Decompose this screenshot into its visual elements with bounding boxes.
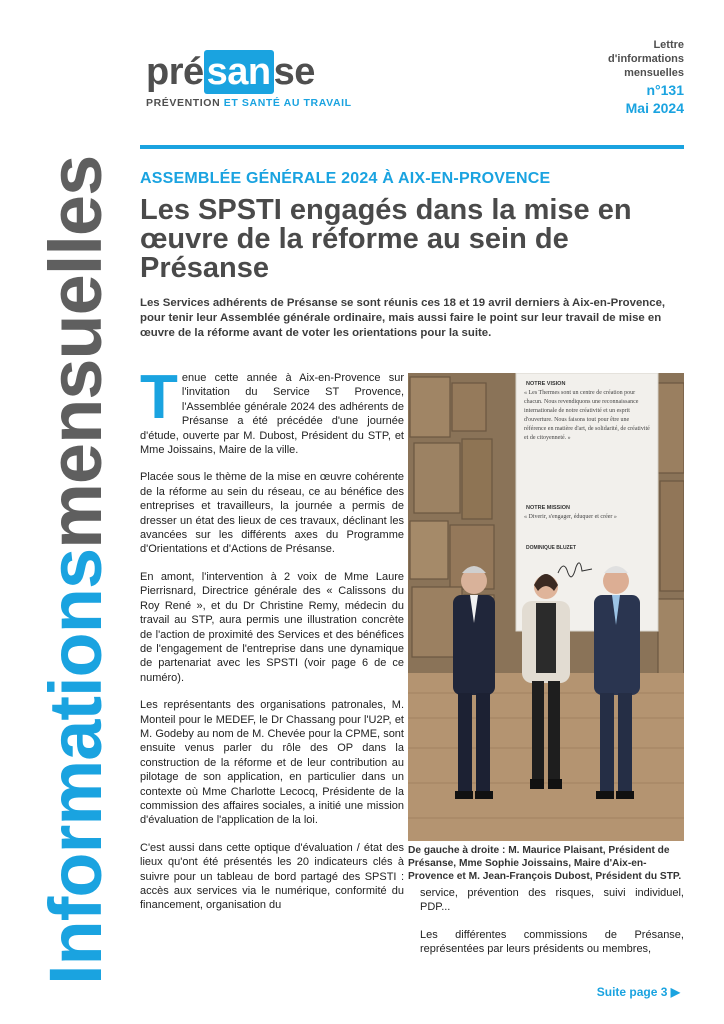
logo-tag-sante: ET SANTÉ AU TRAVAIL bbox=[223, 97, 352, 109]
issue-label-informations: d'informations bbox=[608, 53, 684, 65]
paragraph-7: Les différentes commissions de Présanse, représentées par leurs présidents ou membres, bbox=[420, 928, 684, 956]
paragraph-3: En amont, l'intervention à 2 voix de Mme Laure Pierrisnard, Directrice générale des « Calissons du Roy René », et du Dr Christine Remy, médecin du travail au STP, aura permis une illustration concrète de l'action de proximité des Services et des bénéfices de l'engagement de l'entreprise dans une dynamique de partenariat avec les SPSTI (voir page 6 de ce numéro). bbox=[140, 570, 404, 684]
logo-word-start: pré bbox=[146, 51, 204, 93]
paragraph-1 bbox=[140, 363, 404, 457]
continued-link[interactable]: Suite page 3 ▶ bbox=[596, 985, 680, 999]
article-column-right bbox=[420, 886, 684, 970]
article-title: Les SPSTI engagés dans la mise en œuvre de la réforme au sein de Présanse bbox=[140, 194, 632, 284]
issue-date: Mai 2024 bbox=[625, 100, 684, 116]
masthead-word-informations: Informations bbox=[34, 548, 117, 985]
presanse-logo bbox=[146, 42, 366, 112]
header-divider bbox=[140, 145, 684, 149]
logo-tag-prevention: PRÉVENTION bbox=[146, 97, 221, 109]
paragraph-6: service, prévention des risques, suivi individuel, PDP... bbox=[420, 887, 684, 914]
banner-heading-mission: NOTRE MISSION bbox=[526, 505, 571, 511]
banner-signature-name: DOMINIQUE BLUZET bbox=[526, 545, 576, 551]
logo-word-box: san bbox=[204, 50, 274, 94]
issue-label-lettre: Lettre bbox=[653, 39, 684, 51]
article-kicker: ASSEMBLÉE GÉNÉRALE 2024 À AIX-EN-PROVENCE bbox=[140, 170, 551, 187]
article-column-left bbox=[140, 363, 404, 926]
masthead-word-mensuelles: mensuelles bbox=[34, 155, 117, 549]
article-lead: Les Services adhérents de Présanse se sont réunis ces 18 et 19 avril derniers à Aix-en-Provence, pour tenir leur Assemblée générale ordinaire, mais aussi faire le point sur leur travail de mise en œuvre de la réforme avant de voter les orientations pour la suite. bbox=[140, 297, 666, 339]
paragraph-4: Les représentants des organisations patronales, M. Monteil pour le MEDEF, le Dr Chassang pour l'U2P, et M. Godeby au nom de M. Chevée pour la CPME, sont ensuite venus parler du rôle des OP dans la construction de la réforme et de leur contribution au pilotage de son application, en particulier dans un contexte où Mme Charlotte Lecocq, Présidente de la commission des affaires sociales, a initié une mission d'évaluation de l'application de la loi. bbox=[140, 699, 404, 827]
issue-info bbox=[544, 38, 684, 116]
photo-caption: De gauche à droite : M. Maurice Plaisant, Président de Présanse, Mme Sophie Joissains, Maire d'Aix-en-Provence et M. Jean-François Dubost, Président du STP. bbox=[408, 845, 682, 882]
paragraph-1-text: enue cette année à Aix-en-Provence sur l'invitation du Service ST Provence, l'Assemblée générale 2024 des adhérents de Présanse a été précédée d'une journée d'étude, ouverte par M. Dubost, Président du STP, et Mme Joissains, Maire de la ville. bbox=[140, 372, 404, 457]
issue-number: n°131 bbox=[646, 82, 684, 98]
issue-label-mensuelles: mensuelles bbox=[624, 67, 684, 79]
paragraph-2: Placée sous le thème de la mise en œuvre cohérente de la réforme au sein du réseau, ce au bénéfice des entreprises et travailleurs, la journée a permis de dresser un état des lieux de ces travaux, déclinant les avancées sur les différents axes du Programme d'Orientations et d'Actions de Présanse. bbox=[140, 471, 404, 556]
banner-vision-text: « Les Thermes sont un centre de création pour chacun. Nous revendiquons une reconnaissance internationale de notre créativité et un esprit d'ouverture. Nous faisons tout pour être une référence en matière d'art, de solidarité, de créativité et de citoyenneté. » bbox=[524, 390, 650, 441]
banner-heading-vision: NOTRE VISION bbox=[526, 381, 566, 387]
logo-word-end: se bbox=[273, 51, 315, 93]
paragraph-5: C'est aussi dans cette optique d'évaluation / état des lieux qu'ont été présentés les 20 indicateurs clés à suivre pour un tableau de bord partagé des SPSTI : accès aux services via le numérique, conformité du financement, organisation du bbox=[140, 841, 404, 912]
drop-cap: T bbox=[140, 363, 178, 432]
banner-mission-text: « Diverir, s'engager, éduquer et créer » bbox=[524, 514, 617, 520]
article-photo bbox=[408, 373, 684, 841]
